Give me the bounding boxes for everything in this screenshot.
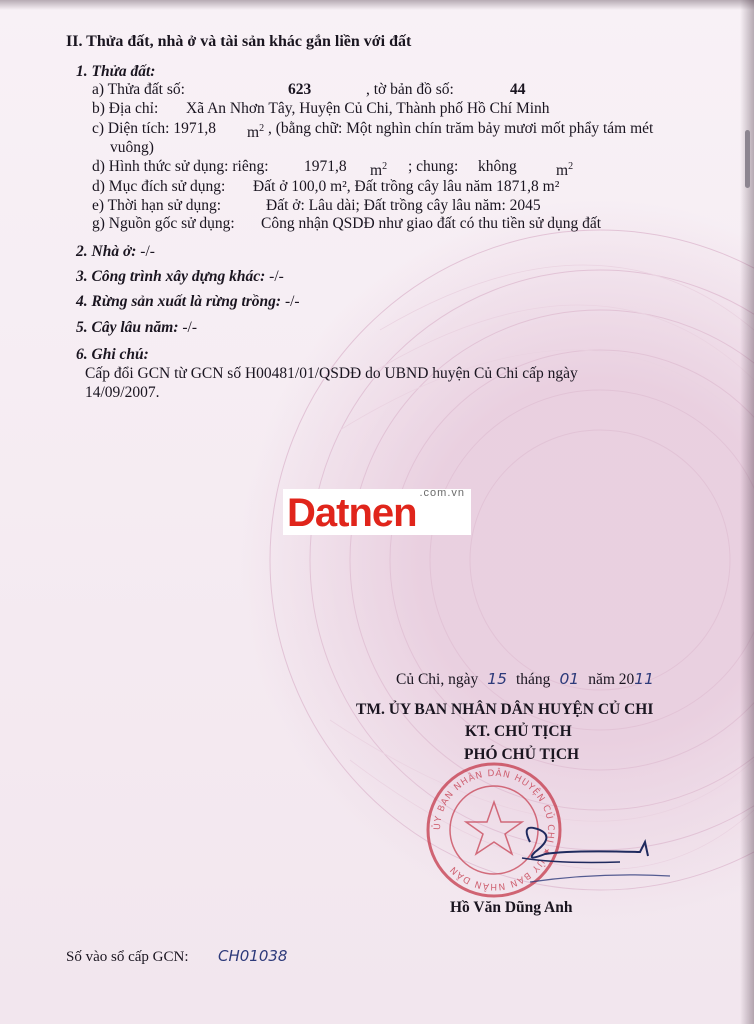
perennial-row: 5. Cây lâu năm: -/- bbox=[76, 319, 197, 336]
vice-chairman-title: PHÓ CHỦ TỊCH bbox=[464, 746, 580, 763]
usage-form-label: d) Hình thức sử dụng: riêng: bbox=[92, 158, 269, 175]
term-label: e) Thời hạn sử dụng: bbox=[92, 197, 222, 214]
place-date-line: Củ Chi, ngày 15 tháng 01 năm 2011 bbox=[396, 670, 654, 688]
datnen-watermark-logo: Datnen .com.vn bbox=[283, 489, 471, 535]
handwritten-signature bbox=[500, 812, 680, 892]
usage-shared-unit: $m^2$ bbox=[556, 161, 574, 180]
photo-edge-top bbox=[0, 0, 754, 10]
usage-private-value: 1971,8 bbox=[304, 158, 347, 175]
origin-value: Công nhận QSDĐ như giao đất có thu tiền sử dụng đất bbox=[261, 215, 602, 232]
land-heading: 1. Thửa đất: bbox=[76, 63, 156, 80]
parcel-label: a) Thửa đất số: bbox=[92, 81, 185, 98]
signer-name: Hồ Văn Dũng Anh bbox=[450, 899, 573, 916]
registry-label: Số vào sổ cấp GCN: bbox=[66, 949, 189, 965]
forest-row: 4. Rừng sản xuất là rừng trồng: -/- bbox=[76, 293, 300, 310]
address-label: b) Địa chỉ: bbox=[92, 100, 159, 117]
usage-private-unit: $m^2$ bbox=[370, 161, 388, 180]
registry-number: CH01038 bbox=[218, 947, 288, 965]
map-sheet-number: 44 bbox=[510, 81, 526, 98]
kt-chairman: KT. CHỦ TỊCH bbox=[465, 723, 572, 740]
purpose-label: d) Mục đích sử dụng: bbox=[92, 178, 226, 195]
usage-shared-label: ; chung: bbox=[408, 158, 459, 175]
origin-label: g) Nguồn gốc sử dụng: bbox=[92, 215, 235, 232]
area-label: c) Diện tích: 1971,8 bbox=[92, 120, 216, 137]
area-in-words-cont: vuông) bbox=[110, 139, 154, 156]
address-value: Xã An Nhơn Tây, Huyện Củ Chi, Thành phố Hồ Chí Minh bbox=[186, 100, 550, 117]
area-unit: $m^2$ bbox=[247, 123, 265, 142]
construction-row: 3. Công trình xây dựng khác: -/- bbox=[76, 268, 284, 285]
section-title: II. Thửa đất, nhà ở và tài sản khác gắn liền với đất bbox=[66, 33, 412, 50]
parcel-number: 623 bbox=[288, 81, 312, 98]
term-value: Đất ở: Lâu dài; Đất trồng cây lâu năm: 2045 bbox=[266, 197, 541, 214]
house-row: 2. Nhà ở: -/- bbox=[76, 243, 155, 260]
issuing-organization: TM. ỦY BAN NHÂN DÂN HUYỆN CỦ CHI bbox=[356, 701, 654, 718]
map-sheet-label: , tờ bản đồ số: bbox=[366, 81, 454, 98]
purpose-value: Đất ở 100,0 m², Đất trồng cây lâu năm 1871,8 m² bbox=[253, 178, 560, 195]
notes-line-1: Cấp đổi GCN từ GCN số H00481/01/QSDĐ do UBND huyện Củ Chi cấp ngày bbox=[85, 365, 578, 382]
svg-text:ỦY BAN NHÂN DÂN HUYỆN CỦ CHI ★: ỦY BAN NHÂN DÂN HUYỆN CỦ CHI ★ ỦY BAN NHÂN DÂN bbox=[432, 768, 556, 892]
usage-shared-value: không bbox=[478, 158, 517, 175]
notes-line-2: 14/09/2007. bbox=[85, 384, 160, 401]
scrollbar[interactable] bbox=[745, 130, 750, 188]
area-in-words: , (bằng chữ: Một nghìn chín trăm bảy mươi mốt phẩy tám mét bbox=[268, 120, 654, 137]
notes-heading: 6. Ghi chú: bbox=[76, 346, 149, 363]
